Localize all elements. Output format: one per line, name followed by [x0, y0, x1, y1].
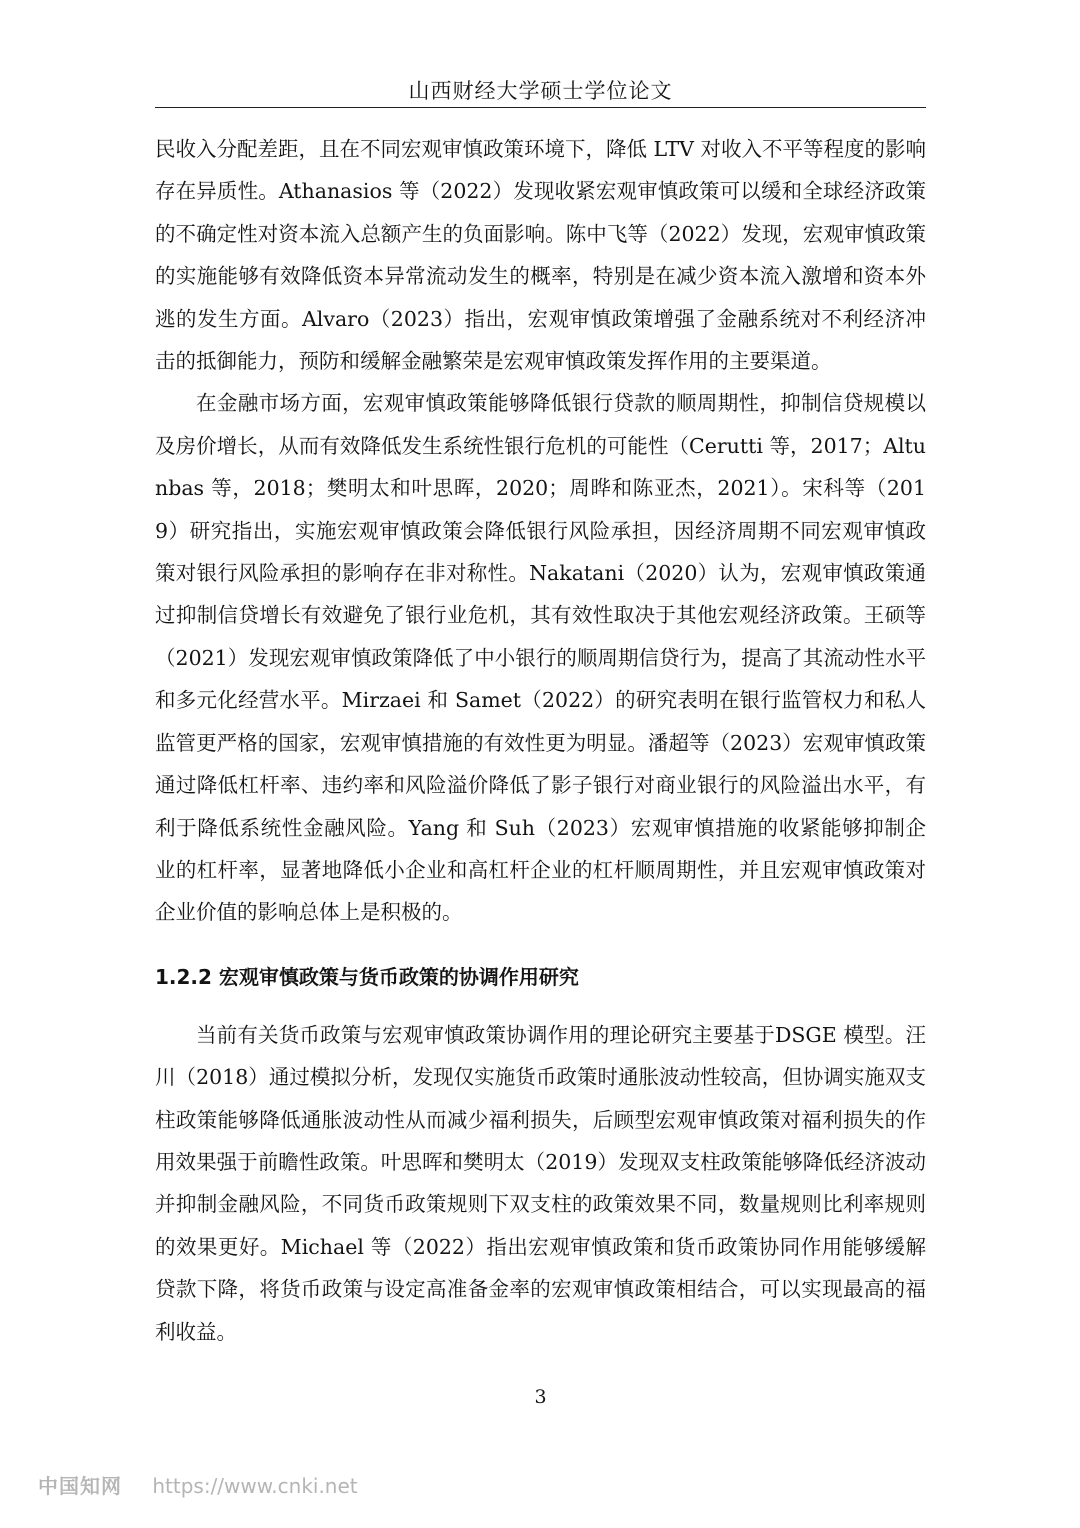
paragraph-section-body: 当前有关货币政策与宏观审慎政策协调作用的理论研究主要基于DSGE 模型。汪川（2018）通过模拟分析，发现仅实施货币政策时通胀波动性较高，但协调实施双支柱政策能够降低通胀波动性从而减少福利损失，后顾型宏观审慎政策对福利损失的作用效果强于前瞻性政策。叶思晖和樊明太（2019）发现双支柱政策能够降低经济波动并抑制金融风险，不同货币政策规则下双支柱的政策效果不同，数量规则比利率规则的效果更好。Michael 等（2022）指出宏观审慎政策和货币政策协同作用能够缓解贷款下降，将货币政策与设定高准备金率的宏观审慎政策相结合，可以实现最高的福利收益。 — [155, 1022, 926, 1344]
section-title: 宏观审慎政策与货币政策的协调作用研究 — [218, 964, 579, 989]
page-header-title: 山西财经大学硕士学位论文 — [408, 79, 673, 103]
cnki-watermark — [38, 1470, 358, 1499]
paragraph-financial-market: 在金融市场方面，宏观审慎政策能够降低银行贷款的顺周期性，抑制信贷规模以及房价增长，从而有效降低发生系统性银行危机的可能性（Cerutti 等，2017；Altunbas 等，2018；樊明太和叶思晖，2020；周晔和陈亚杰，2021）。宋科等（2019）研究指出，实施宏观审慎政策会降低银行风险承担，因经济周期不同宏观审慎政策对银行风险承担的影响存在非对称性。Nakatani（2020）认为，宏观审慎政策通过抑制信贷增长有效避免了银行业危机，其有效性取决于其他宏观经济政策。王硕等（2021）发现宏观审慎政策降低了中小银行的顺周期信贷行为，提高了其流动性水平和多元化经营水平。Mirzaei 和 Samet（2022）的研究表明在银行监管权力和私人监管更严格的国家，宏观审慎措施的有效性更为明显。潘超等（2023）宏观审慎政策通过降低杠杆率、违约率和风险溢价降低了影子银行对商业银行的风险溢出水平，有利于降低系统性金融风险。Yang 和 Suh（2023）宏观审慎措施的收紧能够抑制企业的杠杆率，显著地降低小企业和高杠杆企业的杠杆顺周期性，并且宏观审慎政策对企业价值的影响总体上是积极的。 — [155, 391, 926, 925]
page-body — [155, 128, 926, 1353]
header-divider — [155, 107, 926, 108]
page-number: 3 — [534, 1386, 547, 1408]
section-heading — [155, 960, 926, 994]
cnki-logo-text: 中国知网 — [38, 1474, 122, 1498]
paragraph-continued: 民收入分配差距，且在不同宏观审慎政策环境下，降低 LTV 对收入不平等程度的影响存在异质性。Athanasios 等（2022）发现收紧宏观审慎政策可以缓和全球经济政策的不确定性对资本流入总额产生的负面影响。陈中飞等（2022）发现，宏观审慎政策的实施能够有效降低资本异常流动发生的概率，特别是在减少资本流入激增和资本外逃的发生方面。Alvaro（2023）指出，宏观审慎政策增强了金融系统对不利经济冲击的抵御能力，预防和缓解金融繁荣是宏观审慎政策发挥作用的主要渠道。 — [155, 137, 926, 374]
cnki-url[interactable]: https://www.cnki.net — [152, 1474, 358, 1498]
section-number: 1.2.2 — [155, 964, 212, 989]
